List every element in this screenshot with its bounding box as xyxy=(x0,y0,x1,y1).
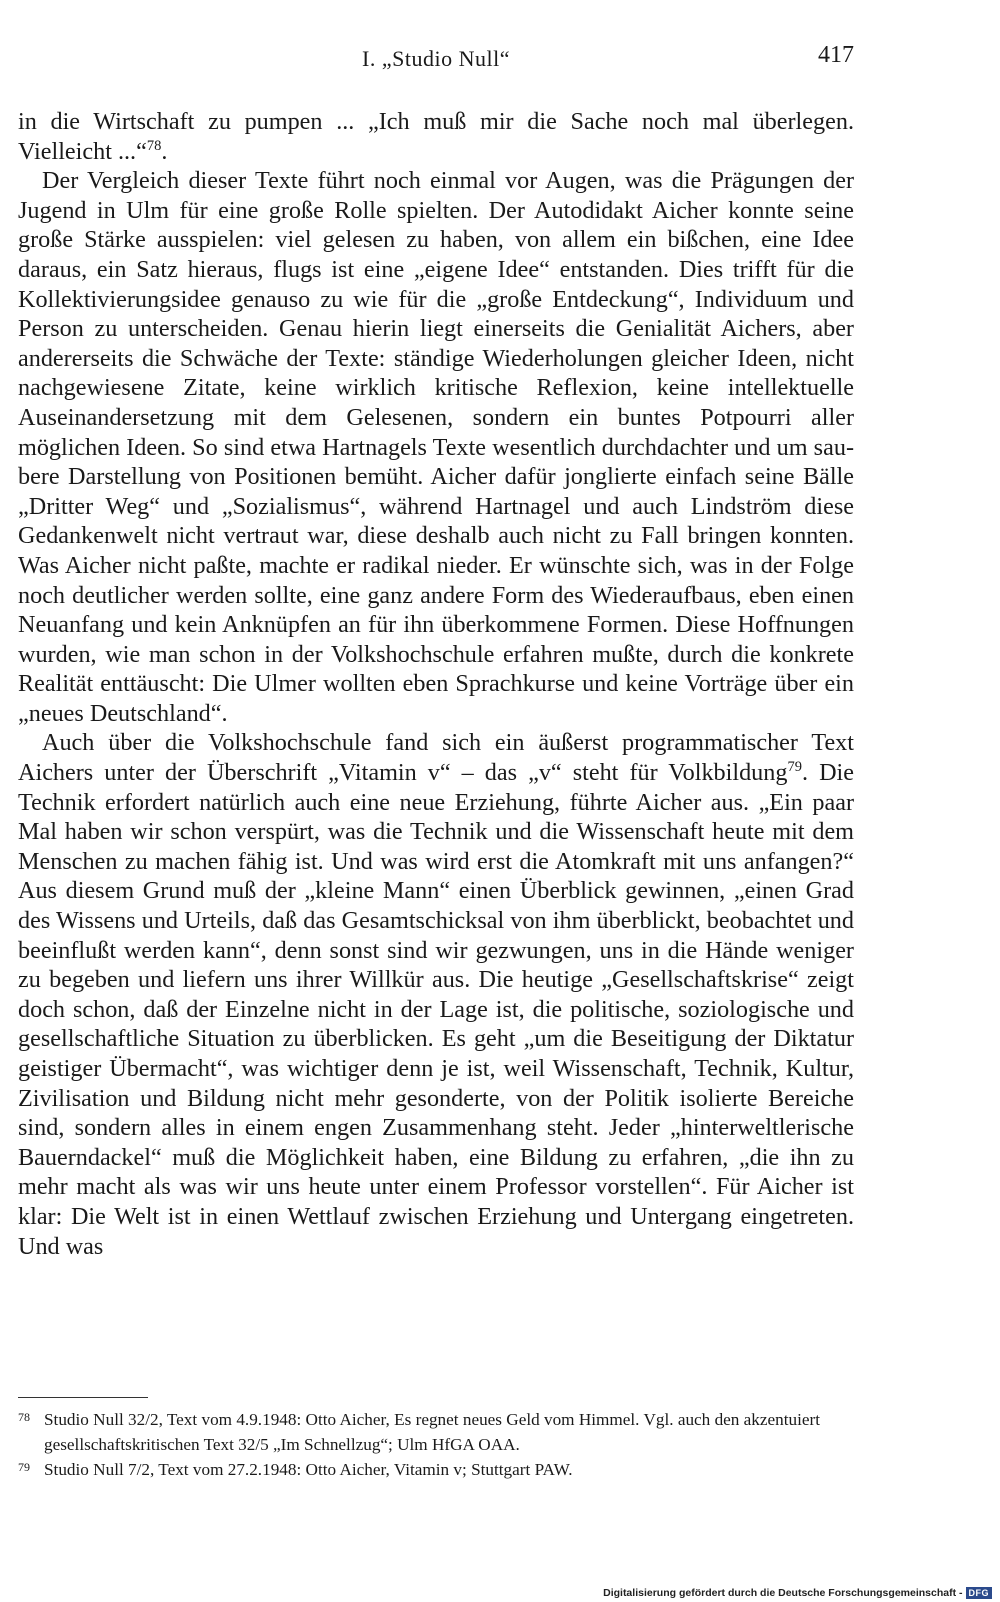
paragraph-3 xyxy=(18,728,854,1261)
footnote-text: Studio Null 7/2, Text vom 27.2.1948: Otto Aicher, Vitamin v; Stuttgart PAW. xyxy=(44,1460,573,1479)
dfg-logo: DFG xyxy=(966,1587,993,1599)
paragraph-1 xyxy=(18,107,854,166)
running-title: I. „Studio Null“ xyxy=(362,46,510,71)
paragraph-1-end: . xyxy=(161,137,168,165)
paragraph-1-text: in die Wirtschaft zu pumpen ... „Ich muß mir die Sache noch mal überlegen. Vielleicht ...“ xyxy=(18,108,854,165)
footnote-number: 78 xyxy=(18,1410,30,1424)
paragraph-3-text-a: Auch über die Volkshochschule fand sich ein äußerst programmatischer Text Aichers unter der Überschrift „Vitamin v“ – das „v“ steht für Volkbildung xyxy=(18,729,854,787)
paragraph-3-text-b: . Die Technik erfordert natürlich auch eine neue Erziehung, führte Aicher aus. „Ein paar Mal haben wir schon verspürt, was die Technik und die Wissenschaft heute mit dem Menschen zu machen fähig ist. Und was wird erst die Atomkraft mit uns anfangen?“ Aus diesem Grund muß der „kleine Mann“ einen Überblick gewinnen, „einen Grad des Wissens und Urteils, daß das Gesamtschicksal von ihm überblickt, beobachtet und beeinflußt werden kann“, denn sonst sind wir gezwungen, uns in die Hände weniger zu begeben und liefern uns ihrer Willkür aus. Die heutige „Gesellschaftskrise“ zeigt doch schon, daß der Einzelne nicht in der Lage ist, die politische, soziologische und gesellschaftliche Situation zu überblicken. Es geht „um die Beseitigung der Diktatur geistiger Übermacht“, was wichtiger denn je ist, weil Wissenschaft, Technik, Kultur, Zivilisation und Bildung nicht mehr gesonderte, von der Politik isolierte Bereiche sind, sondern alles in einem engen Zusammenhang steht. Jeder „hinterweltlerische Bauerndackel“ muß die Möglichkeit haben, eine Bildung zu erfahren, „die ihn zu mehr macht als was wir uns heute unter einem Professor vorstellen“. Für Aicher ist klar: Die Welt ist in einen Wettlauf zwischen Erziehung und Untergang eingetreten. Und was xyxy=(18,759,854,1260)
footnote-78 xyxy=(18,1407,854,1457)
footnote-divider xyxy=(18,1397,148,1398)
footnote-number: 79 xyxy=(18,1460,30,1474)
paragraph-2: Der Vergleich dieser Texte führt noch einmal vor Augen, was die Prägungen der Jugend in Ulm für eine große Rolle spielten. Der Autodidakt Aicher konnte seine große Stärke ausspielen: viel gelesen zu haben, von allem ein bißchen, eine Idee daraus, ein Satz hieraus, flugs ist eine „eigene Idee“ entstanden. Dies trifft für die Kollektivierungsidee genauso zu wie für die „große Entdeckung“, Individuum und Person zu unterscheiden. Genau hierin liegt einerseits die Genialität Aichers, aber andererseits die Schwäche der Texte: ständige Wiederholungen gleicher Ideen, nicht nachgewiesene Zitate, keine wirklich kritische Reflexion, keine intellektuelle Auseinandersetzung mit dem Gelesenen, sondern ein buntes Potpourri aller möglichen Ideen. So sind etwa Hartnagels Texte wesentlich durchdachter und um saubere Darstellung von Positionen bemüht. Aicher dafür jonglierte einfach seine Bälle „Dritter Weg“ und „Sozialismus“, während Hartnagel und auch Lindström diese Gedankenwelt nicht vertraut war, diese deshalb auch nicht zu Fall bringen konnten. Was Aicher nicht paßte, machte er radikal nieder. Er wünschte sich, was in der Folge noch deutlicher werden sollte, eine ganz andere Form des Wiederaufbaus, eben einen Neuanfang und kein Anknüpfen an für ihn überkommene Formen. Diese Hoffnungen wurden, wie man schon in der Volkshochschule erfahren mußte, durch die konkrete Realität enttäuscht: Die Ulmer wollten eben Sprachkurse und keine Vorträge über ein „neues Deutschland“. xyxy=(18,167,854,727)
page-header xyxy=(18,42,854,78)
page-number: 417 xyxy=(818,42,854,68)
footnote-79 xyxy=(18,1457,854,1482)
footnote-text: Studio Null 32/2, Text vom 4.9.1948: Otto Aicher, Es regnet neues Geld vom Himmel. Vgl. auch den akzentuiert gesellschaftskritischen Text 32/5 „Im Schnellzug“; Ulm HfGA OAA. xyxy=(44,1410,821,1454)
digitization-credit xyxy=(603,1587,992,1599)
footnote-ref-78: 78 xyxy=(146,137,162,154)
footnotes xyxy=(18,1407,854,1482)
body-text xyxy=(18,107,854,1261)
footnote-ref-79: 79 xyxy=(787,759,802,775)
credit-text: Digitalisierung gefördert durch die Deutsche Forschungsgemeinschaft - xyxy=(603,1587,963,1599)
